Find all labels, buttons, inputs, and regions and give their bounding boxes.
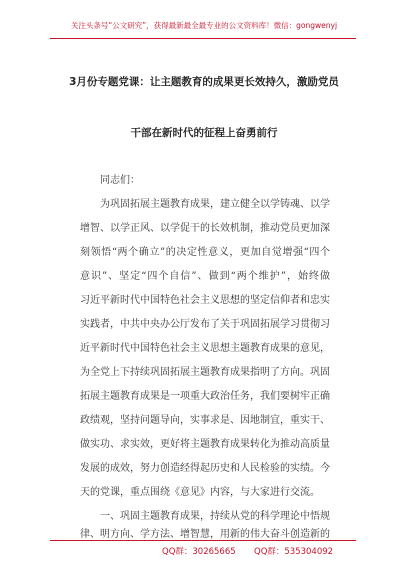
body-line: 一、巩固主题教育成果，持续从党的科学理论中悟规 [100, 511, 330, 522]
footer-divider [50, 540, 356, 541]
document-title-line-1: 3月份专题党课：让主题教育的成果更长效持久，激励党员 [69, 76, 339, 88]
body-line: 增智、以学正风、以学促干的长效机制，推动党员更加深 [80, 223, 330, 234]
body-line: 政绩观，坚持问题导向，实事求是、因地制宜，重实干、 [80, 415, 330, 426]
body-line: 意识”、坚定“四个自信”、做到“两个维护”，始终做 [80, 271, 330, 282]
document-title-line-2: 干部在新时代的征程上奋勇前行 [130, 127, 278, 139]
body-line: 发展的成效，努力创造经得起历史和人民检验的实绩。今 [80, 463, 330, 474]
body-line: 天的党课，重点围绕《意见》内容，与大家进行交流。 [80, 487, 320, 498]
footer-qq-group-1: QQ群：30265665 [162, 547, 236, 557]
body-line: 近平新时代中国特色社会主义思想主题教育成果的意见， [80, 343, 330, 354]
body-line: 为全党上下持续巩固拓展主题教育成果指明了方向。巩固 [80, 367, 330, 378]
footer-qq-group-2: QQ群：535304092 [254, 547, 334, 557]
body-line: 拓展主题教育成果是一项重大政治任务，我们要树牢正确 [80, 391, 330, 402]
body-line: 为巩固拓展主题教育成果，建立健全以学铸魂、以学 [100, 199, 330, 210]
body-line: 做实功、求实效，更好将主题教育成果转化为推动高质量 [80, 439, 330, 450]
body-line: 习近平新时代中国特色社会主义思想的坚定信仰者和忠实 [80, 295, 330, 306]
body-line: 律、明方向、学方法、增智慧，用新的伟大奋斗创造新的 [80, 529, 330, 540]
body-line: 实践者，中共中央办公厅发布了关于巩固拓展学习贯彻习 [80, 319, 330, 330]
greeting: 同志们： [100, 175, 140, 186]
header-divider [50, 38, 356, 39]
header-promo-text: 关注头条号“公文研究”，获得最新最全最专业的公文资料库！微信：gongwenyj [70, 21, 338, 30]
body-line: 刻领悟“两个确立”的决定性意义，更加自觉增强“四个 [80, 247, 330, 258]
